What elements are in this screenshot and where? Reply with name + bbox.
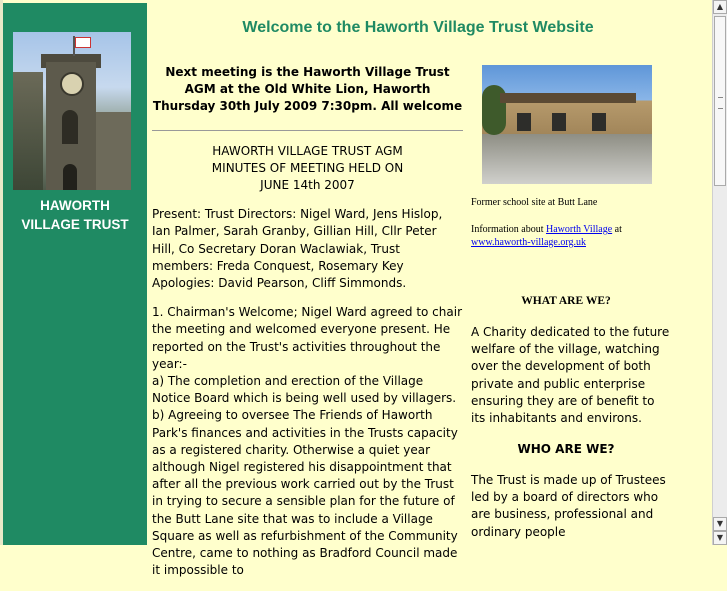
sidebar-title-line2: VILLAGE TRUST	[21, 217, 129, 232]
minutes-heading-line3: JUNE 14th 2007	[260, 178, 355, 193]
who-heading: WHO ARE WE?	[517, 442, 615, 456]
item1-a: a) The completion and erection of the Village Notice Board which is being well used by villagers.	[152, 374, 457, 406]
chairman-welcome	[152, 304, 463, 579]
info-mid: at	[612, 224, 622, 235]
item1-intro: 1. Chairman's Welcome; Nigel Ward agreed to chair the meeting and welcomed everyone present. He reported on the Trust's activities throughout the year:-	[152, 305, 463, 371]
clock-face	[60, 72, 84, 96]
church-door	[63, 164, 77, 190]
apologies-text: Apologies: David Pearson, Cliff Simmonds.	[152, 276, 407, 291]
scroll-up-icon[interactable]: ▲	[713, 0, 727, 14]
scroll-down-icon[interactable]: ▼	[713, 531, 727, 545]
who-body: The Trust is made up of Trustees led by a board of directors who are business, professional and ordinary people	[471, 473, 666, 539]
next-meeting-notice: Next meeting is the Haworth Village Trust AGM at the Old White Lion, Haworth Thursday 30th July 2009 7:30pm. All welcome	[152, 65, 463, 114]
page-title: Welcome to the Haworth Village Trust Website	[242, 19, 594, 36]
haworth-village-link[interactable]: Haworth Village	[545, 224, 613, 235]
minutes-heading-line2: MINUTES OF MEETING HELD ON	[211, 160, 404, 175]
what-body: A Charity dedicated to the future welfare of the village, watching over the development of both private and public enterprise ensuring they are of benefit to its inhabitants and environs.	[471, 325, 670, 426]
photo-caption: Former school site at Butt Lane	[471, 197, 598, 208]
main-content	[152, 64, 463, 591]
scroll-thumb[interactable]	[714, 16, 726, 186]
church-photo	[13, 32, 131, 190]
flag-icon	[75, 37, 91, 48]
attendance	[152, 206, 463, 292]
what-heading: WHAT ARE WE?	[521, 295, 611, 307]
sidebar-title	[3, 196, 147, 234]
minutes-heading-line1: HAWORTH VILLAGE TRUST AGM	[212, 143, 403, 158]
divider	[152, 130, 463, 131]
grip-icon	[718, 97, 723, 109]
item1-b: b) Agreeing to oversee The Friends of Haworth Park's finances and activities in the Trusts capacity as a registered charity. Otherwise a quiet year although Nigel registered his disappointment that after all the previous work carried out by the Trust in trying to secure a sensible plan for the future of the Butt Lane site that was to include a Village Square as well as refurbishment of the Community Centre, came to nothing as Bradford Council made it impossible to	[152, 408, 458, 578]
church-window	[62, 110, 78, 144]
school-window	[552, 113, 566, 131]
vertical-scrollbar[interactable]	[712, 0, 727, 545]
scroll-down-icon[interactable]: ▼	[713, 517, 727, 531]
school-window	[517, 113, 531, 131]
school-photo	[482, 65, 652, 184]
haworth-village-url-link[interactable]: www.haworth-village.org.uk	[471, 237, 586, 248]
info-text	[471, 223, 711, 249]
church-nave	[96, 112, 131, 190]
minutes-heading	[152, 143, 463, 195]
school-window	[592, 113, 606, 131]
present-text: Present: Trust Directors: Nigel Ward, Jens Hislop, Ian Palmer, Sarah Granby, Gillian Hill, Cllr Peter Hill, Co Secretary Doran Waclawiak, Trust members: Freda Conquest, Rosemary Key	[152, 207, 443, 273]
info-prefix: Information about	[471, 224, 546, 235]
sidebar-title-line1: HAWORTH	[40, 198, 110, 213]
tree-shape	[13, 72, 43, 190]
school-roof	[500, 93, 636, 103]
